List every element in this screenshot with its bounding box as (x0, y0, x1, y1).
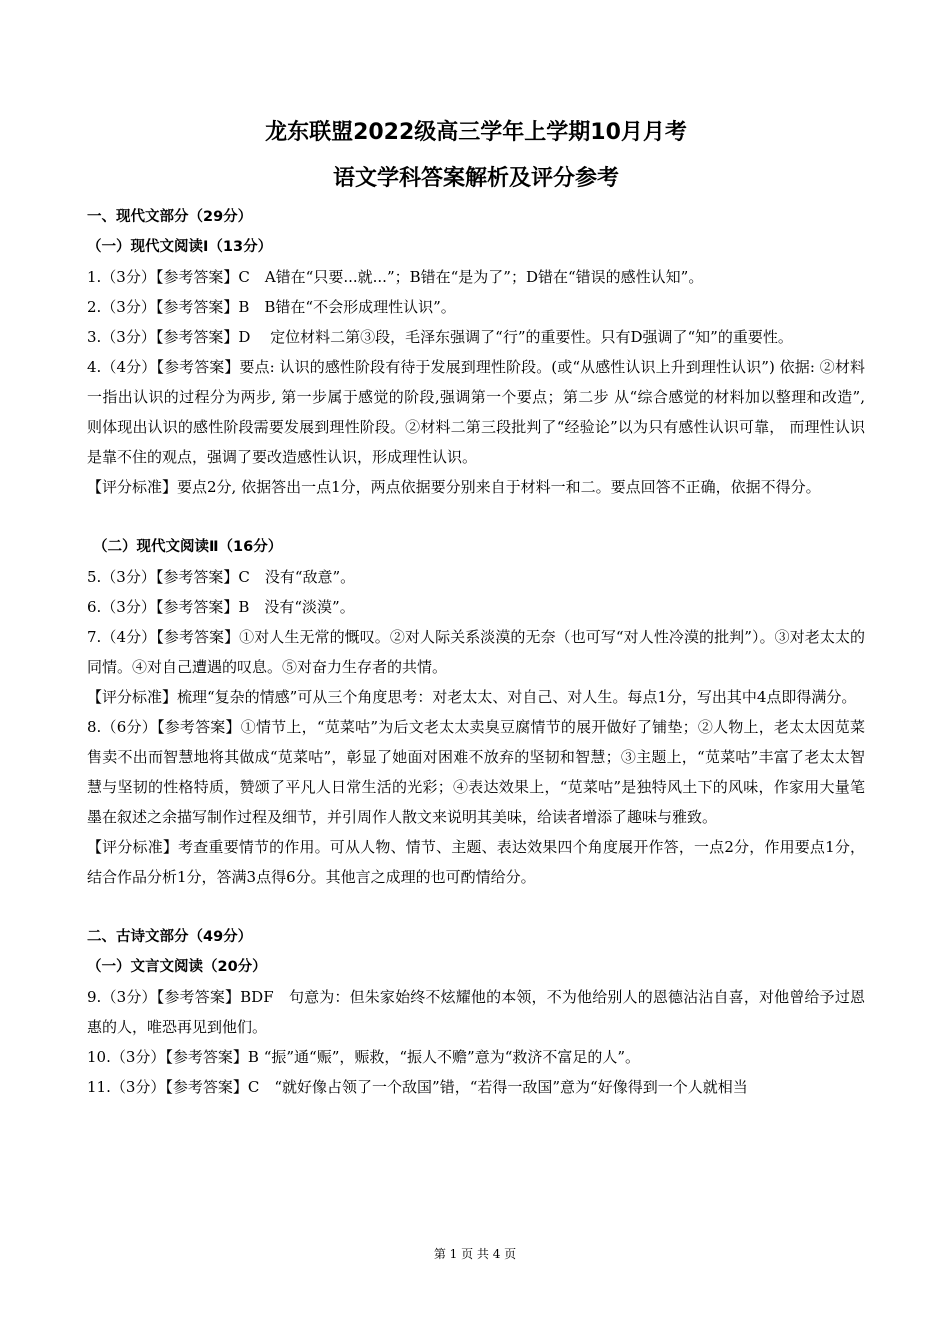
section-heading-classical: 二、古诗文部分（49分） (87, 929, 253, 945)
scoring-standard-q4: 【评分标准】要点2分, 依据答出一点1分，两点依据要分别来自于材料一和二。要点回答不正确，依据不得分。 (87, 478, 821, 496)
scoring-standard-q8: 【评分标准】考查重要情节的作用。可从人物、情节、主题、表达效果四个角度展开作答，一点2分，作用要点1分，结合作品分析1分，答满3点得6分。其他言之成理的也可酌情给分。 (87, 838, 865, 886)
answer-q2: 2.（3分）【参考答案】B B错在“不会形成理性认识”。 (87, 298, 456, 316)
answer-q6: 6.（3分）【参考答案】B 没有“淡漠”。 (87, 598, 355, 616)
answer-q10: 10.（3分）【参考答案】B “振”通“赈”，赈救，“振人不赡”意为“救济不富足的人”。 (87, 1048, 641, 1066)
subsection-heading-reading-2: （二）现代文阅读Ⅱ（16分） (93, 539, 283, 555)
subsection-heading-classical-prose: （一）文言文阅读（20分） (87, 959, 267, 975)
answer-q4: 4.（4分）【参考答案】要点: 认识的感性阶段有待于发展到理性阶段。(或“从感性认识上升到理性认识”) 依据: ②材料一指出认识的过程分为两步, 第一步属于感觉的阶段,强调第一个要点；第二步 从“综合感觉的材料加以整理和改造”, 则体现出认识的感性阶段需要发展到理性阶段。②材料二第三段批判了“经验论”以为只有感性认识可靠， 而理性认识是靠不住的观点，强调了要改造感性认识，形成理性认识。 (87, 358, 865, 466)
answer-q1: 1.（3分）【参考答案】C A错在“只要...就...”；B错在“是为了”；D错在“错误的感性认知”。 (87, 268, 704, 286)
subsection-heading-reading-1: （一）现代文阅读Ⅰ（13分） (87, 239, 273, 255)
answer-q8: 8.（6分）【参考答案】①情节上，“苋菜咕”为后文老太太卖臭豆腐情节的展开做好了铺垫；②人物上，老太太因苋菜售卖不出而智慧地将其做成“苋菜咕”，彰显了她面对困难不放弃的坚韧和智慧；③主题上，“苋菜咕”丰富了老太太智慧与坚韧的性格特质，赞颂了平凡人日常生活的光彩；④表达效果上，“苋菜咕”是独特风土下的风味，作家用大量笔墨在叙述之余描写制作过程及细节，并引周作人散文来说明其美味，给读者增添了趣味与雅致。 (87, 718, 865, 826)
section-heading-modern-text: 一、现代文部分（29分） (87, 209, 253, 225)
document-subtitle: 语文学科答案解析及评分参考 (332, 166, 619, 191)
answer-q3: 3.（3分）【参考答案】D 定位材料二第③段，毛泽东强调了“行”的重要性。只有D强调了“知”的重要性。 (87, 328, 793, 346)
document-page (87, 118, 865, 1102)
spacer (87, 892, 865, 922)
scoring-standard-q7: 【评分标准】梳理“复杂的情感”可从三个角度思考：对老太太、对自己、对人生。每点1分，写出其中4点即得满分。 (87, 688, 857, 706)
answer-q5: 5.（3分）【参考答案】C 没有“敌意”。 (87, 568, 356, 586)
page-number-footer: 第 1 页 共 4 页 (433, 1247, 517, 1261)
answer-q11: 11.（3分）【参考答案】C “就好像占领了一个敌国”错，“若得一敌国”意为“好像得到一个人就相当 (87, 1078, 748, 1096)
answer-q7: 7.（4分）【参考答案】①对人生无常的慨叹。②对人际关系淡漠的无奈（也可写“对人性冷漠的批判”）。③对老太太的同情。④对自己遭遇的叹息。⑤对奋力生存者的共情。 (87, 628, 865, 676)
spacer (87, 502, 865, 532)
document-title: 龙东联盟2022级高三学年上学期10月月考 (265, 120, 687, 145)
answer-q9: 9.（3分）【参考答案】BDF 句意为：但朱家始终不炫耀他的本领，不为他给别人的恩德沾沾自喜，对他曾给予过恩惠的人，唯恐再见到他们。 (87, 988, 865, 1036)
